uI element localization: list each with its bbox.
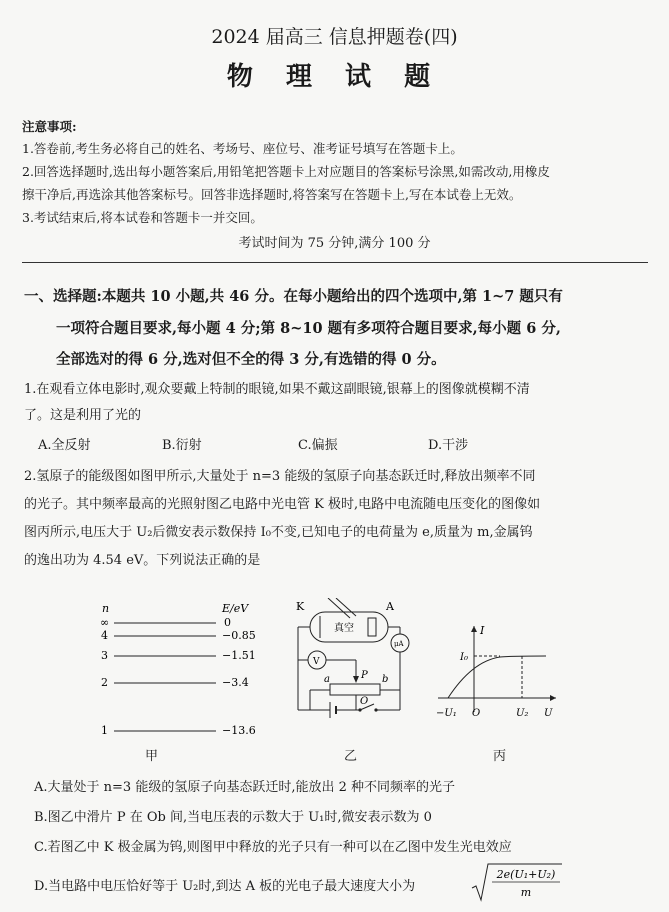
level-3 <box>101 649 256 662</box>
question-2-text: 的逸出功为 4.54 eV。下列说法正确的是 <box>24 553 261 568</box>
formula-denominator: m <box>520 886 532 899</box>
energy-header: E/eV <box>222 602 249 615</box>
microammeter-label: μA <box>394 640 404 648</box>
svg-text:0: 0 <box>224 616 231 629</box>
photoelectric-circuit-diagram <box>290 598 415 738</box>
level-infinity <box>100 616 231 629</box>
question-1-text: 了。这是利用了光的 <box>24 408 142 423</box>
figure-jia-caption: 甲 <box>145 749 159 764</box>
vacuum-label: 真空 <box>334 623 354 634</box>
point-b-label: b <box>382 674 389 685</box>
q1-option-c: C.偏振 <box>298 438 338 453</box>
figure-bing-caption: 丙 <box>493 749 507 764</box>
question-2-text: 的光子。其中频率最高的光照射图乙电路中光电管 K 极时,电路中电流随电压变化的图像如 <box>24 497 541 512</box>
question-1-text: 1.在观看立体电影时,观众要戴上特制的眼镜,如果不戴这副眼镜,银幕上的图像就模糊不清 <box>24 382 530 397</box>
svg-text:3: 3 <box>101 649 108 662</box>
q1-option-b: B.衍射 <box>162 438 202 453</box>
saturation-current-label: I₀ <box>460 652 468 663</box>
svg-text:−13.6: −13.6 <box>222 724 256 737</box>
q1-option-a: A.全反射 <box>38 438 91 453</box>
cathode-label: K <box>296 600 305 613</box>
section-heading: 一、选择题:本题共 10 小题,共 46 分。在每小题给出的四个选项中,第 1~7 题只有 <box>24 288 563 305</box>
rheostat <box>330 684 380 695</box>
point-o-label: O <box>360 696 369 707</box>
svg-text:1: 1 <box>101 724 108 737</box>
question-2-text: 2.氢原子的能级图如图甲所示,大量处于 n=3 能级的氢原子向基态跃迁时,释放出频率不同 <box>24 469 536 484</box>
notice-line: 2.回答选择题时,选出每小题答案后,用铅笔把答题卡上对应题目的答案标号涂黑,如需改动,用橡皮 <box>22 164 550 179</box>
voltage-axis-label: U <box>544 708 553 719</box>
u2-label: U₂ <box>516 708 529 719</box>
energy-level-diagram <box>90 598 260 768</box>
n-header: n <box>102 602 110 615</box>
level-1 <box>101 724 256 737</box>
origin-label: O <box>472 708 481 719</box>
notice-line: 擦干净后,再选涂其他答案标号。回答非选择题时,将答案写在答题卡上,写在本试卷上无效。 <box>22 187 522 202</box>
point-a-label: a <box>324 674 330 685</box>
svg-text:−0.85: −0.85 <box>222 629 256 642</box>
slider-label: P <box>361 670 368 681</box>
figure-yi-caption: 乙 <box>344 749 358 764</box>
q2-option-d: D.当电路中电压恰好等于 U₂时,到达 A 板的光电子最大速度大小为 <box>34 879 416 894</box>
section-heading: 一项符合题目要求,每小题 4 分;第 8~10 题有多项符合题目要求,每小题 6 分, <box>56 320 561 337</box>
svg-text:2: 2 <box>101 676 108 689</box>
subject-title: 物 理 试 题 <box>226 62 443 92</box>
anode-label: A <box>386 600 394 613</box>
current-voltage-graph <box>428 620 563 725</box>
section-heading: 全部选对的得 6 分,选对但不全的得 3 分,有选错的得 0 分。 <box>56 351 446 368</box>
q1-option-d: D.干涉 <box>428 438 469 453</box>
level-2 <box>101 676 249 689</box>
level-4 <box>101 629 256 642</box>
q2-option-b: B.图乙中滑片 P 在 Ob 间,当电压表的示数大于 U₁时,微安表示数为 0 <box>34 810 432 825</box>
voltmeter-label: V <box>313 657 320 667</box>
current-axis-label: I <box>480 624 485 637</box>
divider <box>22 262 648 263</box>
exam-time: 考试时间为 75 分钟,满分 100 分 <box>238 236 431 251</box>
question-2-text: 图丙所示,电压大于 U₂后微安表示数保持 I₀不变,已知电子的电荷量为 e,质量为 m,金属钨 <box>24 525 533 540</box>
q2-option-a: A.大量处于 n=3 能级的氢原子向基态跃迁时,能放出 2 种不同频率的光子 <box>34 780 455 795</box>
svg-text:−3.4: −3.4 <box>222 676 249 689</box>
notice-title: 注意事项: <box>22 119 77 134</box>
formula-numerator: 2e(U₁+U₂) <box>496 868 556 881</box>
svg-text:∞: ∞ <box>100 616 110 629</box>
exam-title: 2024 届高三 信息押题卷(四) <box>211 26 458 48</box>
speed-formula <box>470 862 565 904</box>
svg-text:−1.51: −1.51 <box>222 649 256 662</box>
svg-text:4: 4 <box>101 629 108 642</box>
notice-line: 1.答卷前,考生务必将自己的姓名、考场号、座位号、准考证号填写在答题卡上。 <box>22 141 463 156</box>
q2-option-c: C.若图乙中 K 极金属为钨,则图甲中释放的光子只有一种可以在乙图中发生光电效应 <box>34 840 512 855</box>
notice-line: 3.考试结束后,将本试卷和答题卡一并交回。 <box>22 210 263 225</box>
stopping-voltage-label: −U₁ <box>436 708 457 719</box>
